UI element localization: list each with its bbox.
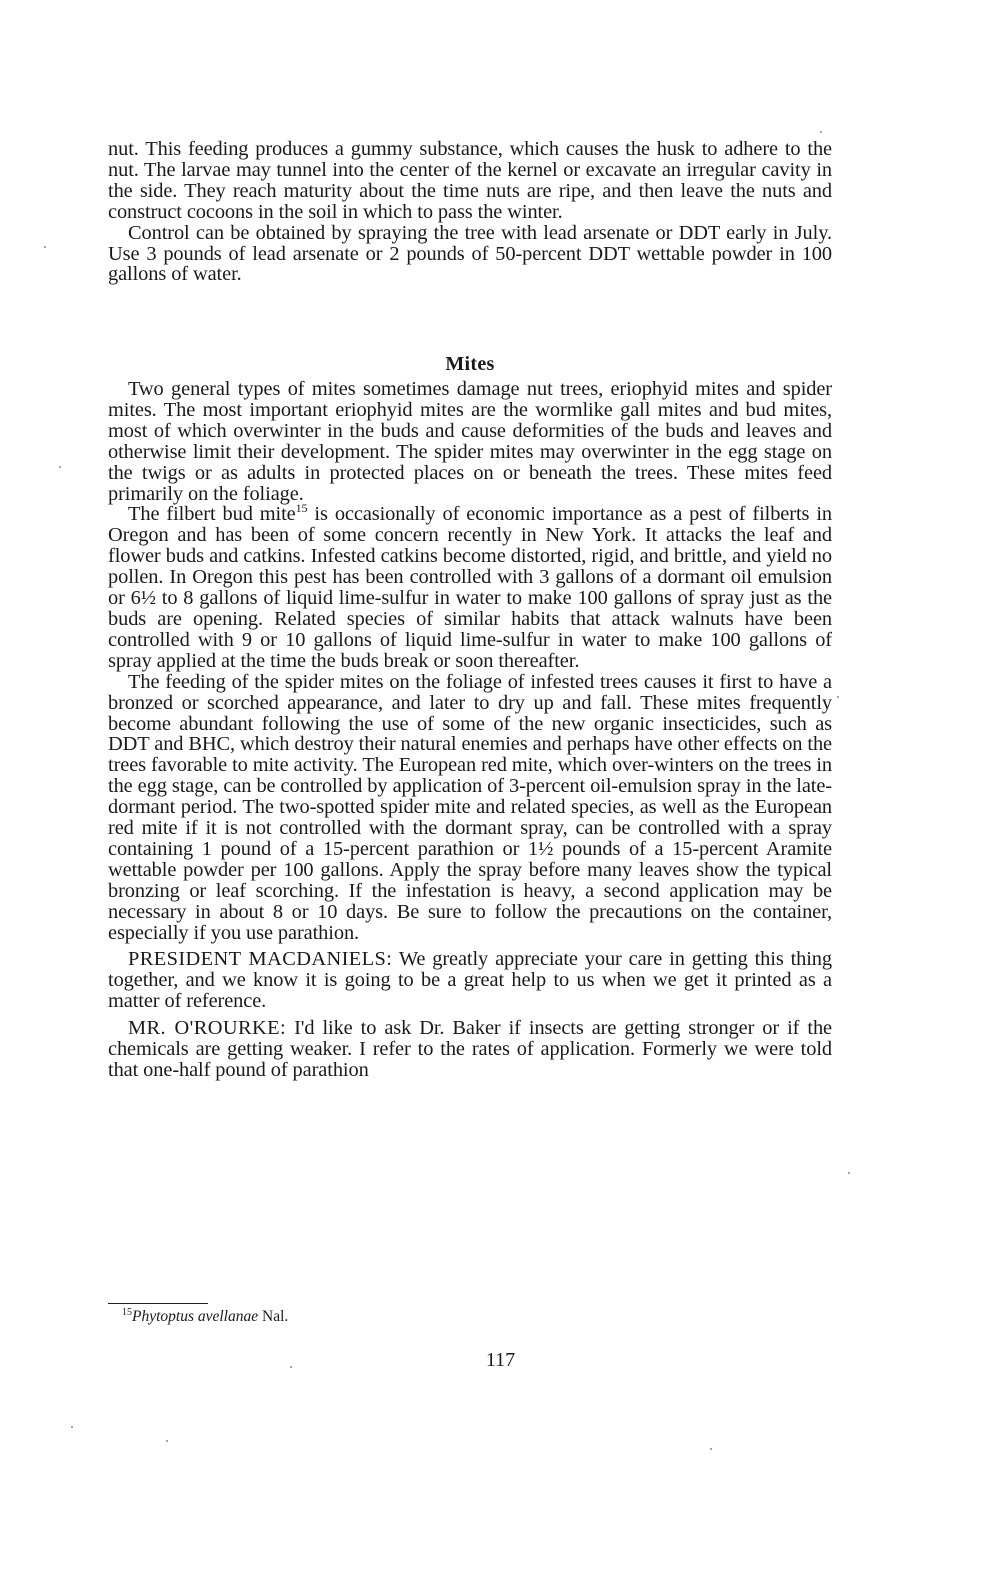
mites-intro-paragraph: Two general types of mites sometimes damage nut trees, eriophyid mites and spider mites. The most important eriophyid mites are the wormlike gall mites and bud mites, most of which overwinter in the buds and cause deformities of the buds and leaves and otherwise limit their development. The spider mites may overwinter in the egg stage on the twigs or as adults in protected places on or beneath the trees. These mites feed primarily on the foliage. xyxy=(108,378,832,505)
filbert-paragraph-lead: The filbert bud mite xyxy=(128,503,296,526)
footnote-reference: 15 xyxy=(295,501,308,516)
dialogue-paragraph-orourke xyxy=(108,1018,832,1081)
scan-speck xyxy=(59,466,61,468)
continuation-section xyxy=(108,139,832,285)
filbert-paragraph-body: is occasionally of economic importance as a pest of filberts in Oregon and has been of some concern recently in New York. It attacks the leaf and flower buds and catkins. Infested catkins become distorted, rigid, and brittle, and yield no pollen. In Oregon this pest has been controlled with 3 gallons of a dormant oil emulsion or 6½ to 8 gallons of liquid lime-sulfur in water to make 100 gallons of spray just as the buds are opening. Related species of similar habits that attack walnuts have been controlled with 9 or 10 gallons of liquid lime-sulfur in water to make 100 gallons of spray applied at the time the buds break or soon thereafter. xyxy=(108,503,832,672)
footnote-species: Phytoptus avellanae xyxy=(132,1308,259,1325)
footnote-rule xyxy=(108,1303,208,1304)
dialogue-paragraph-macdaniels xyxy=(108,949,832,1012)
scan-speck xyxy=(848,1172,850,1174)
filbert-bud-mite-paragraph xyxy=(108,501,832,672)
continuation-paragraph: nut. This feeding produces a gummy substance, which causes the husk to adhere to the nut. The larvae may tunnel into the center of the kernel or excavate an irregular cavity in the side. They reach maturity about the time nuts are ripe, and then leave the nuts and construct cocoons in the soil in which to pass the winter. xyxy=(108,138,832,223)
speech-text: We greatly appreciate your care in getting this thing together, and we know it is going to be a great help to us when we get it printed as a matter of reference. xyxy=(108,948,832,1013)
control-paragraph: Control can be obtained by spraying the tree with lead arsenate or DDT early in July. Use 3 pounds of lead arsenate or 2 pounds of 50-percent DDT wettable powder in 100 gallons of water. xyxy=(108,221,832,286)
scan-speck xyxy=(71,1426,73,1428)
speaker-name: MR. O'ROURKE: xyxy=(128,1017,287,1040)
section-heading-text: Mites xyxy=(445,353,495,375)
section-heading xyxy=(108,353,832,376)
footnote-number: 15 xyxy=(122,1306,132,1318)
speech-text: I'd like to ask Dr. Baker if insects are getting stronger or if the chemicals are getting weaker. I refer to the rates of application. Formerly we were told that one-half pound of parathion xyxy=(108,1017,832,1081)
scan-speck xyxy=(820,131,822,133)
scan-speck xyxy=(166,1440,168,1442)
mites-section xyxy=(108,379,832,1081)
spider-mites-paragraph: The feeding of the spider mites on the foliage of infested trees causes it first to have a bronzed or scorched appearance, and later to dry up and fall. These mites frequently become abundant following the use of some of the new organic insecticides, such as DDT and BHC, which destroy their natural enemies and perhaps have other effects on the trees favorable to mite activity. The European red mite, which over-winters on the trees in the egg stage, can be controlled by application of 3-percent oil-emulsion spray in the late-dormant period. The two-spotted spider mite and related species, as well as the European red mite if it is not controlled with the dormant spray, can be controlled with a spray containing 1 pound of a 15-percent parathion or 1½ pounds of a 15-percent Aramite wettable powder per 100 gallons. Apply the spray before many leaves show the typical bronzing or leaf scorching. If the infestation is heavy, a second application may be necessary in about 8 or 10 days. Be sure to follow the precautions on the container, especially if you use parathion. xyxy=(108,670,832,944)
speaker-name: PRESIDENT MACDANIELS: xyxy=(128,948,393,971)
page-number: 117 xyxy=(485,1349,516,1371)
scan-speck xyxy=(290,1366,292,1368)
footnote-author: Nal. xyxy=(258,1308,289,1325)
scan-speck xyxy=(710,1448,712,1450)
scan-speck xyxy=(837,696,839,698)
scan-speck xyxy=(44,246,46,248)
footnote xyxy=(122,1308,288,1326)
